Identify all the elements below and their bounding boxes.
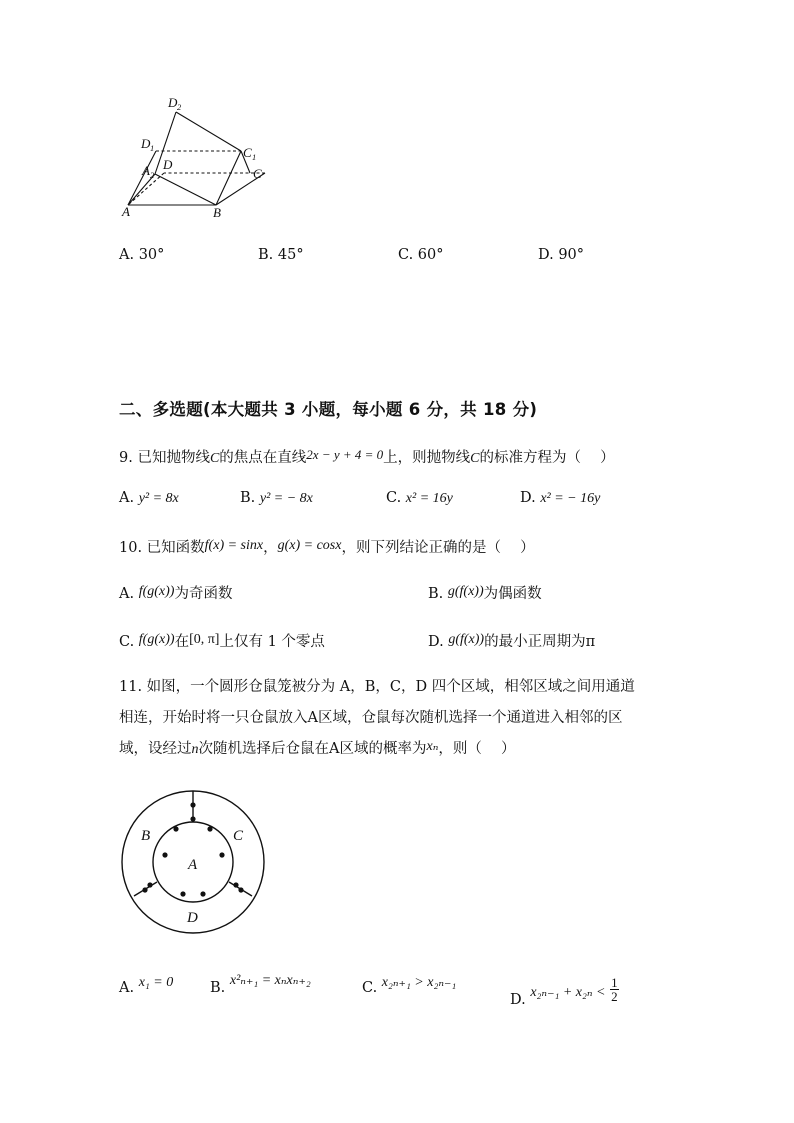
svg-text:1: 1	[150, 143, 155, 153]
svg-text:2: 2	[177, 102, 182, 112]
q11-option-b: B. x²ₙ₊₁ = xₙxₙ₊₂	[210, 973, 311, 996]
q9-option-c: C. x² = 16y	[386, 490, 453, 506]
label-D2: D	[168, 95, 178, 110]
label-C1: C	[243, 145, 252, 160]
q9-option-d: D. x² = − 16y	[520, 490, 601, 506]
section-title: 二、多选题(本大题共 3 小题，每小题 6 分，共 18 分)	[119, 400, 538, 419]
q11-option-d: D. x₂ₙ₋₁ + x₂ₙ < $\frac{1}{2}$	[510, 975, 618, 1008]
q9-option-b: B. y² = − 8x	[240, 490, 313, 506]
region-d-label: D	[187, 910, 198, 926]
q10-option-d: D. g(f(x))的最小正周期为π	[428, 632, 596, 650]
svg-text:2: 2	[150, 170, 155, 180]
label-A: A	[122, 204, 130, 219]
label-C: C	[253, 166, 262, 181]
q8-option-d: D. 90°	[538, 247, 585, 263]
q11-line2: 相连，开始时将一只仓鼠放入A区域，仓鼠每次随机选择一个通道进入相邻的区	[119, 710, 623, 726]
q8-option-b: B. 45°	[258, 247, 304, 263]
q8-option-c: C. 60°	[398, 247, 444, 263]
label-A2: A	[142, 163, 150, 178]
svg-text:1: 1	[252, 152, 257, 162]
q10-stem: 10. 已知函数f(x) = sinx，g(x) = cosx，则下列结论正确的是（ ）	[119, 538, 535, 556]
region-c-label: C	[233, 828, 244, 844]
label-D: D	[163, 157, 173, 172]
q10-option-a: A. f(g(x))为奇函数	[119, 584, 233, 602]
q8-option-a: A. 30°	[119, 247, 165, 263]
q11-line1: 11. 如图，一个圆形仓鼠笼被分为 A，B，C，D 四个区域，相邻区域之间用通道	[119, 679, 635, 695]
region-a-label: A	[188, 857, 198, 873]
q9-option-a: A. y² = 8x	[119, 490, 179, 506]
label-D1: D	[141, 136, 151, 151]
q11-option-c: C. x₂ₙ₊₁ > x₂ₙ₋₁	[362, 975, 457, 996]
q11-option-a: A. x₁ = 0	[119, 975, 174, 996]
q11-line3: 域，设经过n次随机选择后仓鼠在A区域的概率为xₙ，则（ ）	[119, 739, 516, 757]
label-B: B	[213, 205, 221, 220]
q9-stem: 9. 已知抛物线C的焦点在直线2x − y + 4 = 0上，则抛物线C的标准方程为（ ）	[119, 447, 615, 466]
q10-option-c: C. f(g(x))在[0, π]上仅有 1 个零点	[119, 632, 325, 650]
region-b-label: B	[141, 828, 151, 844]
q10-option-b: B. g(f(x))为偶函数	[428, 584, 542, 602]
